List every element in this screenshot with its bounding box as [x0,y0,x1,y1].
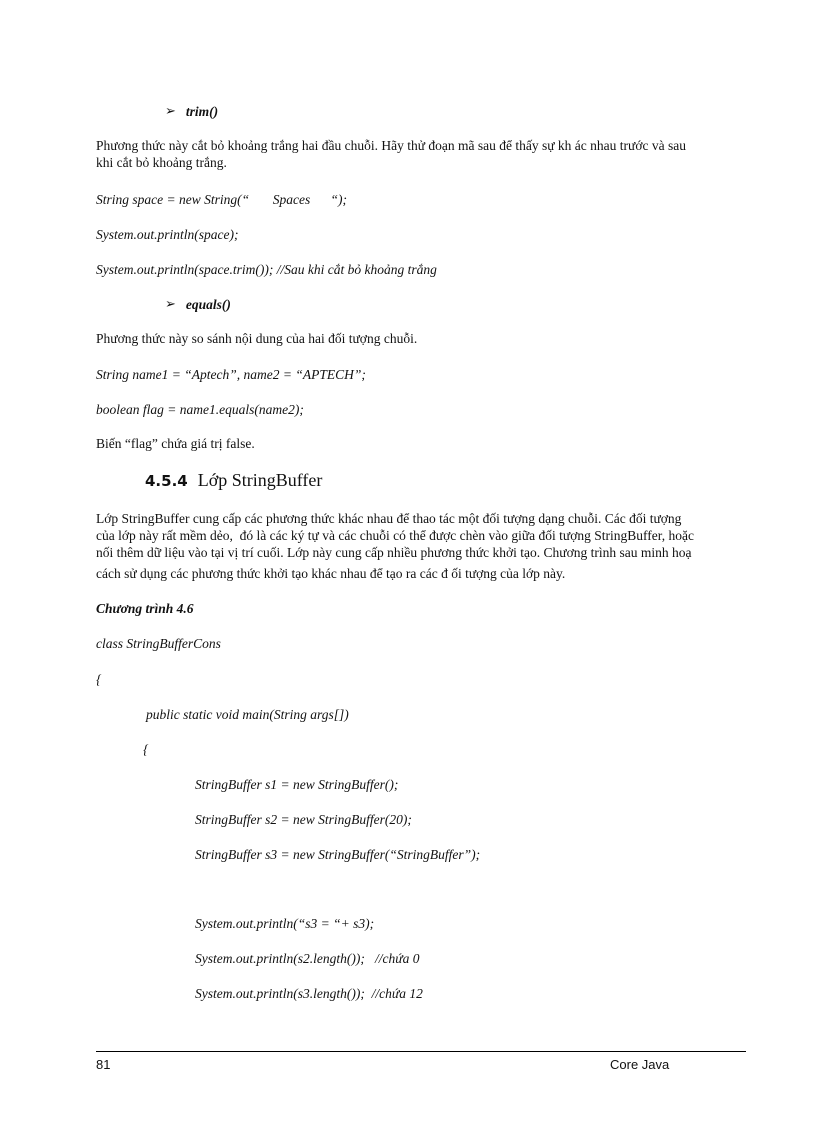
code-line: System.out.println(s3.length()); //chứa 12 [195,986,423,1001]
section-number: 4.5.4 [145,472,188,490]
paragraph-flag-note: Biến “flag” chứa giá trị false. [96,436,255,451]
code-line: String space = new String(“ Spaces “); [96,192,347,207]
footer-book-title: Core Java [610,1057,670,1072]
section-title: Lớp StringBuffer [197,470,323,490]
arrow-bullet-icon: ➢ [165,297,176,312]
code-line: StringBuffer s3 = new StringBuffer(“StringBuffer”); [195,847,481,862]
code-line: StringBuffer s2 = new StringBuffer(20); [195,812,412,827]
paragraph-trim-line-1: Phương thức này cắt bỏ khoảng trắng hai đầu chuỗi. Hãy thử đoạn mã sau để thấy sự kh ác nhau trước và sau [96,138,686,153]
code-line: System.out.println(space.trim()); //Sau khi cắt bỏ khoảng trắng [96,262,437,277]
paragraph-equals: Phương thức này so sánh nội dung của hai đối tượng chuỗi. [96,331,418,346]
footer-rule [96,1051,746,1052]
code-open-brace: { [143,742,149,757]
paragraph-stringbuffer-line-2: của lớp này rất mềm dẻo, đó là các ký tự và các chuỗi có thể được chèn vào giữa đối tượng StringBuffer, hoặc [96,528,694,543]
paragraph-stringbuffer-line-4: cách sử dụng các phương thức khởi tạo khác nhau để tạo ra các đ ối tượng của lớp này. [96,566,566,581]
code-main-declaration: public static void main(String args[]) [146,707,349,722]
bullet-equals [165,296,231,313]
code-open-brace: { [96,672,102,687]
arrow-bullet-icon: ➢ [165,104,176,119]
program-label: Chương trình 4.6 [96,601,194,616]
code-line: System.out.println(“s3 = “+ s3); [195,916,375,931]
method-name-equals: equals() [185,297,231,312]
footer-page-number: 81 [96,1057,111,1072]
paragraph-stringbuffer-line-1: Lớp StringBuffer cung cấp các phương thức khác nhau để thao tác một đối tượng dạng chuỗi. Các đối tượng [96,511,682,526]
code-line: System.out.println(space); [96,227,239,242]
paragraph-trim-line-2: khi cắt bỏ khoảng trắng. [96,155,227,170]
bullet-trim [165,103,218,120]
section-heading [145,470,322,491]
code-line: System.out.println(s2.length()); //chứa 0 [195,951,420,966]
code-line: StringBuffer s1 = new StringBuffer(); [195,777,399,792]
code-class-declaration: class StringBufferCons [96,636,221,651]
code-line: boolean flag = name1.equals(name2); [96,402,304,417]
paragraph-stringbuffer-line-3: nối thêm dữ liệu vào tại vị trí cuối. Lớp này cung cấp nhiều phương thức khởi tạo. Chương trình sau minh hoạ [96,545,692,560]
method-name-trim: trim() [185,104,219,119]
code-line: String name1 = “Aptech”, name2 = “APTECH”; [96,367,366,382]
